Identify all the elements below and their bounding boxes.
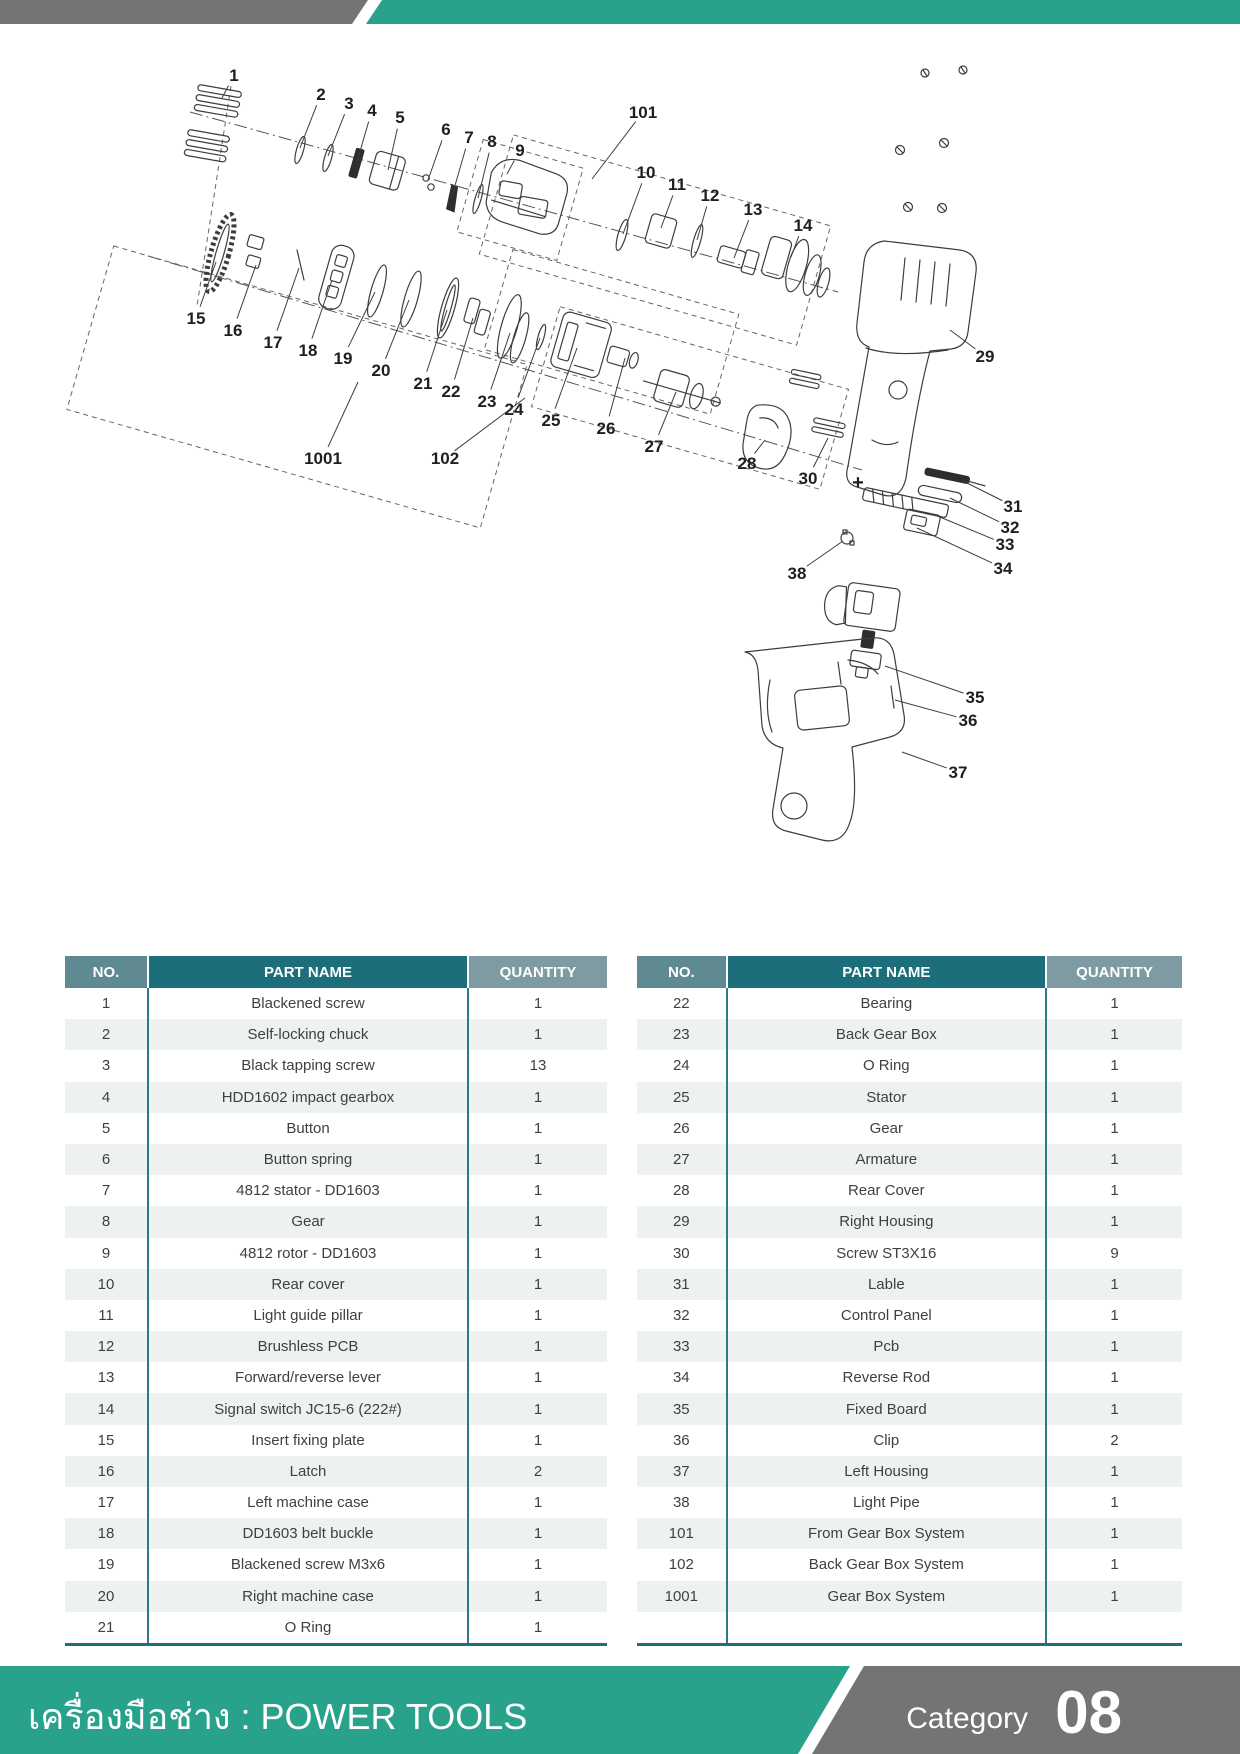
table-cell: Brushless PCB [147, 1331, 469, 1362]
table-row [65, 1425, 607, 1456]
table-cell: 1 [469, 1549, 607, 1580]
table-row [65, 1082, 607, 1113]
leader-line [917, 528, 992, 563]
table-cell: Control Panel [726, 1300, 1047, 1331]
part-label-17: 17 [263, 333, 283, 352]
table-row [637, 1425, 1182, 1456]
table-cell: 10 [65, 1269, 147, 1300]
table-cell [726, 1612, 1047, 1643]
table-row [637, 988, 1182, 1019]
table-cell: 1 [469, 1175, 607, 1206]
part-label-1: 1 [229, 66, 239, 85]
table-cell: 1 [1047, 1082, 1182, 1113]
table-cell: Gear [147, 1206, 469, 1237]
table-cell: 5 [65, 1113, 147, 1144]
part-label-11: 11 [668, 175, 686, 194]
table-cell [637, 1612, 726, 1643]
table-cell: Stator [726, 1082, 1047, 1113]
table-cell: 1 [469, 1300, 607, 1331]
table-cell: From Gear Box System [726, 1518, 1047, 1549]
table-cell: DD1603 belt buckle [147, 1518, 469, 1549]
table-cell: Left Housing [726, 1456, 1047, 1487]
table-cell: 1 [1047, 1050, 1182, 1081]
table-cell: 8 [65, 1206, 147, 1237]
part-label-9: 9 [515, 141, 525, 160]
table-cell [1047, 1612, 1182, 1643]
table-row [65, 1456, 607, 1487]
part-label-4: 4 [367, 101, 377, 120]
table-cell: 26 [637, 1113, 726, 1144]
table-cell: Gear Box System [726, 1581, 1047, 1612]
part-label-29: 29 [975, 347, 995, 366]
table-cell: Blackened screw M3x6 [147, 1549, 469, 1580]
footer-title: เครื่องมือช่าง : POWER TOOLS [28, 1696, 528, 1737]
table-row [637, 1456, 1182, 1487]
group-boxes [67, 135, 849, 528]
leader-line [963, 481, 1002, 501]
part-label-37: 37 [948, 763, 968, 782]
table-cell: 1 [469, 1518, 607, 1549]
table-row [65, 1393, 607, 1424]
table-row [637, 1549, 1182, 1580]
col-header-partname: PART NAME [147, 956, 469, 988]
table-cell: 11 [65, 1300, 147, 1331]
loose-screws [896, 66, 968, 213]
table-cell: 12 [65, 1331, 147, 1362]
leader-line [328, 382, 358, 447]
table-cell: Left machine case [147, 1487, 469, 1518]
switch-drawing [819, 579, 900, 652]
table-cell: 1 [1047, 1113, 1182, 1144]
table-cell: 1 [469, 1487, 607, 1518]
table-cell: Latch [147, 1456, 469, 1487]
table-row [637, 1238, 1182, 1269]
table-cell: 1 [1047, 1144, 1182, 1175]
table-cell: 25 [637, 1082, 726, 1113]
table-cell: 34 [637, 1362, 726, 1393]
table-cell: Self-locking chuck [147, 1019, 469, 1050]
table-cell: Pcb [726, 1331, 1047, 1362]
leader-line [507, 161, 514, 174]
col-header-partname: PART NAME [726, 956, 1047, 988]
table-cell: 19 [65, 1549, 147, 1580]
table-row [65, 988, 607, 1019]
part-label-21: 21 [413, 374, 433, 393]
table-cell: 4812 stator - DD1603 [147, 1175, 469, 1206]
leader-line [661, 195, 673, 228]
table-cell: 2 [65, 1019, 147, 1050]
leader-line [659, 392, 676, 435]
table-cell: Armature [726, 1144, 1047, 1175]
part-label-22: 22 [441, 382, 461, 401]
left-housing-drawing [745, 638, 904, 841]
table-row [637, 1518, 1182, 1549]
part-label-32: 32 [1000, 518, 1020, 537]
part-label-101: 101 [628, 103, 658, 122]
part-label-102: 102 [430, 449, 460, 468]
table-cell: 1 [1047, 1019, 1182, 1050]
table-cell: 14 [65, 1393, 147, 1424]
table-row [637, 1362, 1182, 1393]
table-row [637, 1019, 1182, 1050]
part-label-31: 31 [1003, 497, 1023, 516]
leader-line [950, 498, 999, 522]
col-header-quantity: QUANTITY [1047, 956, 1182, 988]
table-cell: 1 [1047, 1581, 1182, 1612]
part-label-2: 2 [316, 85, 326, 104]
table-cell: 4 [65, 1082, 147, 1113]
table-cell: 22 [637, 988, 726, 1019]
table-row [65, 1518, 607, 1549]
part-label-30: 30 [798, 469, 818, 488]
part-label-33: 33 [995, 535, 1015, 554]
table-row [65, 1300, 607, 1331]
table-cell: 1 [1047, 1362, 1182, 1393]
table-cell: Fixed Board [726, 1393, 1047, 1424]
table-cell: 23 [637, 1019, 726, 1050]
leader-line [300, 105, 317, 148]
table-row [637, 1300, 1182, 1331]
table-cell: O Ring [147, 1612, 469, 1643]
table-row [65, 1269, 607, 1300]
part-label-13: 13 [743, 200, 763, 219]
part-label-12: 12 [700, 186, 720, 205]
leader-line [491, 333, 510, 390]
part-label-24: 24 [504, 400, 524, 419]
table-row [65, 1050, 607, 1081]
table-cell: 29 [637, 1206, 726, 1237]
part-label-1001: 1001 [304, 449, 342, 468]
leader-line [348, 292, 375, 347]
table-cell: 1 [469, 1206, 607, 1237]
table-cell: 2 [469, 1456, 607, 1487]
table-row [65, 1206, 607, 1237]
table-cell: 1 [469, 1238, 607, 1269]
table-cell: 33 [637, 1331, 726, 1362]
table-cell: Insert fixing plate [147, 1425, 469, 1456]
part-label-34: 34 [993, 559, 1013, 578]
part-label-35: 35 [965, 688, 985, 707]
table-cell: Reverse Rod [726, 1362, 1047, 1393]
table-cell: 1 [469, 1113, 607, 1144]
leader-line [935, 515, 994, 539]
parts-table-right [637, 956, 1182, 1646]
plus-mark: + [852, 472, 864, 494]
table-cell: 27 [637, 1144, 726, 1175]
table-cell: 16 [65, 1456, 147, 1487]
table-cell: 1 [469, 1019, 607, 1050]
table-cell: 1 [1047, 1487, 1182, 1518]
leader-line [623, 183, 642, 234]
part-label-8: 8 [487, 132, 497, 151]
table-row [637, 1144, 1182, 1175]
leader-line [609, 358, 625, 416]
table-cell: Black tapping screw [147, 1050, 469, 1081]
table-cell: Right Housing [726, 1206, 1047, 1237]
part-label-16: 16 [223, 321, 243, 340]
part-label-10: 10 [636, 163, 656, 182]
leader-line [592, 122, 636, 179]
table-cell: Bearing [726, 988, 1047, 1019]
table-cell: Back Gear Box System [726, 1549, 1047, 1580]
table-row [637, 1269, 1182, 1300]
table-cell: 101 [637, 1518, 726, 1549]
table-cell: 1 [1047, 1206, 1182, 1237]
table-row [637, 1581, 1182, 1612]
table-cell: 1 [469, 1144, 607, 1175]
table-row [637, 1082, 1182, 1113]
part-label-25: 25 [541, 411, 561, 430]
table-cell: Rear Cover [726, 1175, 1047, 1206]
table-cell: 4812 rotor - DD1603 [147, 1238, 469, 1269]
table-cell: 1 [1047, 1269, 1182, 1300]
table-cell: 18 [65, 1518, 147, 1549]
right-housing-drawing [847, 241, 977, 496]
table-cell: Clip [726, 1425, 1047, 1456]
part-label-26: 26 [596, 419, 616, 438]
part-label-28: 28 [737, 454, 757, 473]
leader-line [388, 129, 397, 170]
table-cell: 36 [637, 1425, 726, 1456]
table-cell: 31 [637, 1269, 726, 1300]
table-cell: Signal switch JC15-6 (222#) [147, 1393, 469, 1424]
leader-line [950, 330, 975, 349]
table-cell: Blackened screw [147, 988, 469, 1019]
table-row [637, 1113, 1182, 1144]
table-row [637, 1050, 1182, 1081]
table-header-row [637, 956, 1182, 988]
table-row [65, 1144, 607, 1175]
table-cell: 1 [469, 1269, 607, 1300]
part-label-5: 5 [395, 108, 405, 127]
table-row [637, 1487, 1182, 1518]
leader-line [807, 541, 843, 566]
leader-line [902, 752, 947, 768]
part-label-20: 20 [371, 361, 391, 380]
table-row [65, 1581, 607, 1612]
table-cell: 1 [469, 1612, 607, 1643]
leader-line [452, 149, 466, 196]
table-cell: 1 [469, 988, 607, 1019]
table-cell: 1 [469, 1425, 607, 1456]
part-label-6: 6 [441, 120, 451, 139]
table-cell: Lable [726, 1269, 1047, 1300]
table-cell: Button [147, 1113, 469, 1144]
table-cell: 1 [65, 988, 147, 1019]
table-row [637, 1393, 1182, 1424]
table-cell: Light guide pillar [147, 1300, 469, 1331]
table-cell: 1 [469, 1362, 607, 1393]
table-cell: 28 [637, 1175, 726, 1206]
table-cell: 1 [1047, 1549, 1182, 1580]
table-row [65, 1113, 607, 1144]
leader-line [885, 666, 964, 693]
table-row [65, 1238, 607, 1269]
table-cell: 1 [469, 1331, 607, 1362]
table-row [65, 1362, 607, 1393]
table-cell: 9 [65, 1238, 147, 1269]
table-cell: Right machine case [147, 1581, 469, 1612]
table-cell: 21 [65, 1612, 147, 1643]
table-row [65, 1487, 607, 1518]
table-row [65, 1612, 607, 1643]
table-cell: 32 [637, 1300, 726, 1331]
table-cell: 35 [637, 1393, 726, 1424]
part-label-38: 38 [787, 564, 807, 583]
part-label-23: 23 [477, 392, 497, 411]
table-cell: 1 [1047, 1300, 1182, 1331]
table-cell: Forward/reverse lever [147, 1362, 469, 1393]
table-cell: 1 [469, 1393, 607, 1424]
part-label-19: 19 [333, 349, 353, 368]
table-cell: 20 [65, 1581, 147, 1612]
table-cell: 15 [65, 1425, 147, 1456]
leader-line [385, 300, 409, 359]
table-cell: 37 [637, 1456, 726, 1487]
table-row [65, 1175, 607, 1206]
table-cell: 2 [1047, 1425, 1182, 1456]
table-cell: O Ring [726, 1050, 1047, 1081]
part-label-7: 7 [464, 128, 474, 147]
part-label-18: 18 [298, 341, 318, 360]
table-cell: 24 [637, 1050, 726, 1081]
table-cell: 1 [1047, 1456, 1182, 1487]
table-cell: Button spring [147, 1144, 469, 1175]
part-label-14: 14 [793, 216, 813, 235]
table-cell: Back Gear Box [726, 1019, 1047, 1050]
table-cell: 1 [1047, 1331, 1182, 1362]
table-cell: Light Pipe [726, 1487, 1047, 1518]
leader-line [277, 268, 299, 331]
col-header-no: NO. [637, 956, 726, 988]
table-cell: Rear cover [147, 1269, 469, 1300]
table-cell: 3 [65, 1050, 147, 1081]
table-cell: 102 [637, 1549, 726, 1580]
table-cell: 1 [469, 1581, 607, 1612]
table-row [65, 1549, 607, 1580]
table-cell: 9 [1047, 1238, 1182, 1269]
table-cell: 1 [469, 1082, 607, 1113]
table-row [637, 1206, 1182, 1237]
table-cell: 17 [65, 1487, 147, 1518]
table-cell: 30 [637, 1238, 726, 1269]
table-cell: 13 [65, 1362, 147, 1393]
parts-table-left [65, 956, 607, 1646]
part-label-3: 3 [344, 94, 354, 113]
leader-line [328, 114, 345, 156]
table-header-row [65, 956, 607, 988]
table-cell: Screw ST3X16 [726, 1238, 1047, 1269]
table-cell: 1001 [637, 1581, 726, 1612]
table-cell: 1 [1047, 1518, 1182, 1549]
part-label-15: 15 [186, 309, 206, 328]
footer-category-label: Category [906, 1702, 1028, 1735]
col-header-no: NO. [65, 956, 147, 988]
leader-line [813, 438, 828, 467]
table-cell: Gear [726, 1113, 1047, 1144]
leader-line [754, 440, 765, 454]
footer-category-number: 08 [1055, 1679, 1122, 1746]
table-cell: 38 [637, 1487, 726, 1518]
table-row [637, 1331, 1182, 1362]
part-label-36: 36 [958, 711, 978, 730]
part-label-27: 27 [644, 437, 664, 456]
table-row [65, 1019, 607, 1050]
leader-line [791, 236, 799, 257]
leader-line [237, 265, 256, 319]
table-cell: HDD1602 impact gearbox [147, 1082, 469, 1113]
table-cell: 13 [469, 1050, 607, 1081]
table-row [637, 1175, 1182, 1206]
table-row [65, 1331, 607, 1362]
table-cell: 1 [1047, 988, 1182, 1019]
table-cell: 1 [1047, 1393, 1182, 1424]
table-row [637, 1612, 1182, 1643]
leader-line [428, 140, 442, 180]
table-cell: 1 [1047, 1175, 1182, 1206]
table-cell: 6 [65, 1144, 147, 1175]
table-cell: 7 [65, 1175, 147, 1206]
col-header-quantity: QUANTITY [469, 956, 607, 988]
